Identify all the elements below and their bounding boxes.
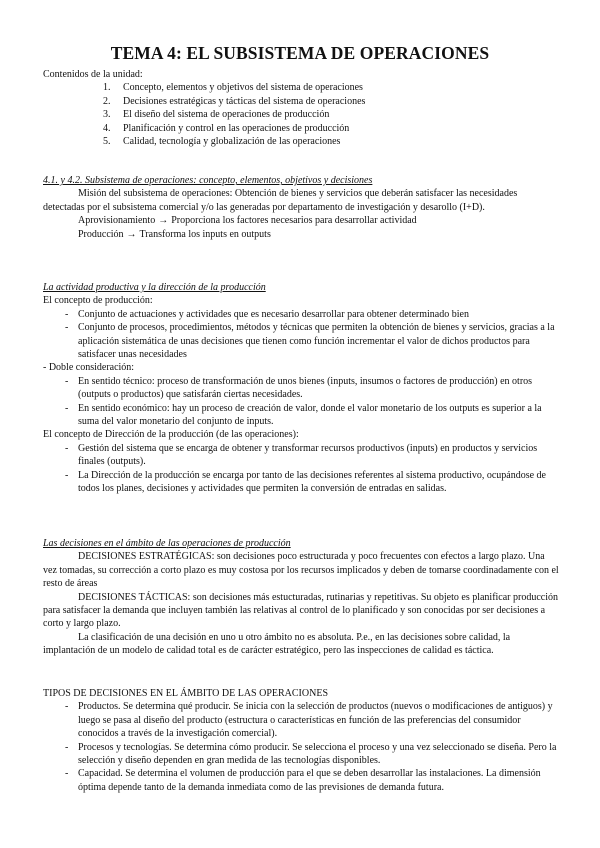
list-item: - Capacidad. Se determina el volumen de producción para el que se deben desarrollar las instalaciones. La dimensión óptima depende tanto de la demanda inmediata como de las previsiones de demanda futura. bbox=[43, 767, 560, 794]
list-number: 3. bbox=[103, 109, 111, 121]
list-text: Conjunto de actuaciones y actividades que es necesario desarrollar para obtener determinado bien bbox=[78, 308, 469, 320]
list-text: Productos. Se determina qué producir. Se inicia con la selección de productos (nuevos o modificaciones de antiguos) y luego se pasa al diseño del producto (estructura o características en función de las preferencias del consumidor conocidos a través de la investigación comercial). bbox=[78, 701, 553, 740]
list-text: Conjunto de procesos, procedimientos, métodos y técnicas que permiten la obtención de bienes y servicios, gracias a la aplicación sistemática de unas decisiones que tienen como función incrementar el valor de dichos productos para satisfacer unas necesidades bbox=[78, 322, 555, 361]
list-item: - Conjunto de actuaciones y actividades que es necesario desarrollar para obtener determinado bien bbox=[43, 308, 560, 321]
list-item bbox=[103, 95, 560, 108]
list-item: - Procesos y tecnologías. Se determina cómo producir. Se selecciona el proceso y una vez seleccionado se diseña. Pero la selección y diseño dependen en gran medida de las tecnologías disponibles. bbox=[43, 741, 560, 768]
arrow-icon: → bbox=[126, 228, 137, 240]
direction-list bbox=[43, 442, 560, 496]
concept-list bbox=[43, 308, 560, 362]
list-text: El diseño del sistema de operaciones de producción bbox=[123, 109, 330, 121]
list-text: Planificación y control en las operaciones de producción bbox=[123, 122, 350, 134]
list-number: 1. bbox=[103, 82, 111, 94]
aprovisionamiento-row bbox=[43, 214, 560, 227]
section-actividad-productiva bbox=[43, 281, 560, 496]
list-item bbox=[103, 81, 560, 94]
contents-label: Contenidos de la unidad: bbox=[43, 69, 143, 80]
classification-paragraph: La clasificación de una decisión en uno u otro ámbito no es absoluta. P.e., en las decisiones sobre calidad, la implantación de un modelo de calidad total es de carácter estratégico, pero las inspecciones de calidad es táctica. bbox=[43, 631, 511, 657]
list-text: En sentido técnico: proceso de transformación de unos bienes (inputs, insumos o factores de producción) en otros (outputs o productos) que satisfarán ciertas necesidades. bbox=[78, 375, 533, 401]
list-text: La Dirección de la producción se encarga por tanto de las decisiones referentes al sistema productivo, ocupándose de todos los planes, decisiones y actividades que permiten la conversión de entradas en salidas. bbox=[78, 469, 546, 495]
section-heading: TIPOS DE DECISIONES EN EL ÁMBITO DE LAS OPERACIONES bbox=[43, 688, 329, 699]
page-title: TEMA 4: EL SUBSISTEMA DE OPERACIONES bbox=[110, 43, 490, 63]
list-number: 2. bbox=[103, 95, 111, 107]
arrow-icon: → bbox=[158, 215, 169, 227]
section-subsistema bbox=[43, 174, 560, 241]
list-text: Procesos y tecnologías. Se determina cómo producir. Se selecciona el proceso y una vez seleccionado se diseña. Pero la selección y diseño dependen en gran medida de las tecnologías disponibles. bbox=[78, 741, 557, 767]
direction-label: El concepto de Dirección de la producción (de las operaciones): bbox=[43, 429, 299, 441]
produccion-label: Producción bbox=[78, 228, 124, 240]
mission-paragraph: Misión del subsistema de operaciones: Obtención de bienes y servicios que deberán satisfacer las necesidades detectadas por el subsistema comercial y/o las generadas por departamento de investigación y desarollo (I+D). bbox=[43, 188, 518, 213]
section-tipos-decisiones bbox=[43, 687, 560, 794]
section-heading: La actividad productiva y la dirección de la producción bbox=[43, 282, 266, 293]
list-text: Decisiones estratégicas y tácticas del sistema de operaciones bbox=[123, 95, 366, 107]
list-text: Calidad, tecnología y globalización de las operaciones bbox=[123, 136, 341, 148]
list-item bbox=[103, 122, 560, 135]
list-text: Concepto, elementos y objetivos del sistema de operaciones bbox=[123, 82, 363, 94]
list-item: - En sentido técnico: proceso de transformación de unos bienes (inputs, insumos o factores de producción) en otros (outputs o productos) que satisfarán ciertas necesidades. bbox=[43, 375, 560, 402]
list-item: - Gestión del sistema que se encarga de obtener y transformar recursos productivos (inputs) en productos y servicios finales (outputs). bbox=[43, 442, 560, 469]
aprovisionamiento-label: Aprovisionamiento bbox=[78, 215, 156, 227]
tipos-list bbox=[43, 700, 560, 794]
list-item: - La Dirección de la producción se encarga por tanto de las decisiones referentes al sistema productivo, ocupándose de todos los planes, decisiones y actividades que permiten la conversión de entradas en salidas. bbox=[43, 469, 560, 496]
list-text: Capacidad. Se determina el volumen de producción para el que se deben desarrollar las instalaciones. La dimensión óptima depende tanto de la demanda inmediata como de las previsiones de demanda futura. bbox=[78, 768, 541, 793]
list-number: 4. bbox=[103, 122, 111, 134]
aprovisionamiento-desc: Proporciona los factores necesarios para desarrollar actividad bbox=[171, 215, 417, 227]
list-text: Gestión del sistema que se encarga de obtener y transformar recursos productivos (inputs) en productos y servicios finales (outputs). bbox=[78, 442, 538, 468]
list-item: - En sentido económico: hay un proceso de creación de valor, donde el valor monetario de los outputs es superior a la suma del valor monetario del conjunto de inputs. bbox=[43, 402, 560, 429]
list-text: En sentido económico: hay un proceso de creación de valor, donde el valor monetario de los outputs es superior a la suma del valor monetario del conjunto de inputs. bbox=[78, 402, 542, 428]
strategic-paragraph: DECISIONES ESTRATÉGICAS: son decisiones poco estructurada y poco frecuentes con efectos a largo plazo. Una vez tomadas, su corrección a corto plazo es muy costosa por los recursos implicados y deben de tomarse coordinadamente con el resto de áreas bbox=[43, 551, 559, 590]
produccion-row bbox=[43, 228, 560, 241]
list-number: 5. bbox=[103, 136, 111, 148]
contents-section bbox=[43, 68, 560, 148]
contents-list bbox=[43, 81, 560, 148]
tactical-paragraph: DECISIONES TÁCTICAS: son decisiones más estucturadas, rutinarias y repetitivas. Su objeto es planificar producción para satisfacer la demanda que incluyen también las relativas al control de lo planificado y son conocidas por ser decisiones a corto y largo plazo. bbox=[43, 591, 558, 630]
concept-label: El concepto de producción: bbox=[43, 295, 153, 307]
section-heading: 4.1. y 4.2. Subsistema de operaciones: concepto, elementos, objetivos y decisiones bbox=[43, 175, 373, 186]
section-decisiones bbox=[43, 537, 560, 658]
produccion-desc: Transforma los inputs en outputs bbox=[139, 228, 271, 240]
list-item: - Conjunto de procesos, procedimientos, métodos y técnicas que permiten la obtención de bienes y servicios, gracias a la aplicación sistemática de unas decisiones que tienen como función incrementar el valor de dichos productos para satisfacer unas necesidades bbox=[43, 321, 560, 361]
double-list bbox=[43, 375, 560, 429]
section-heading: Las decisiones en el ámbito de las operaciones de producción bbox=[43, 538, 291, 549]
list-item bbox=[103, 135, 560, 148]
double-label: - Doble consideración: bbox=[43, 362, 135, 374]
list-item: - Productos. Se determina qué producir. Se inicia con la selección de productos (nuevos o modificaciones de antiguos) y luego se pasa al diseño del producto (estructura o características en función de las preferencias del consumidor conocidos a través de la investigación comercial). bbox=[43, 700, 560, 740]
list-item bbox=[103, 108, 560, 121]
